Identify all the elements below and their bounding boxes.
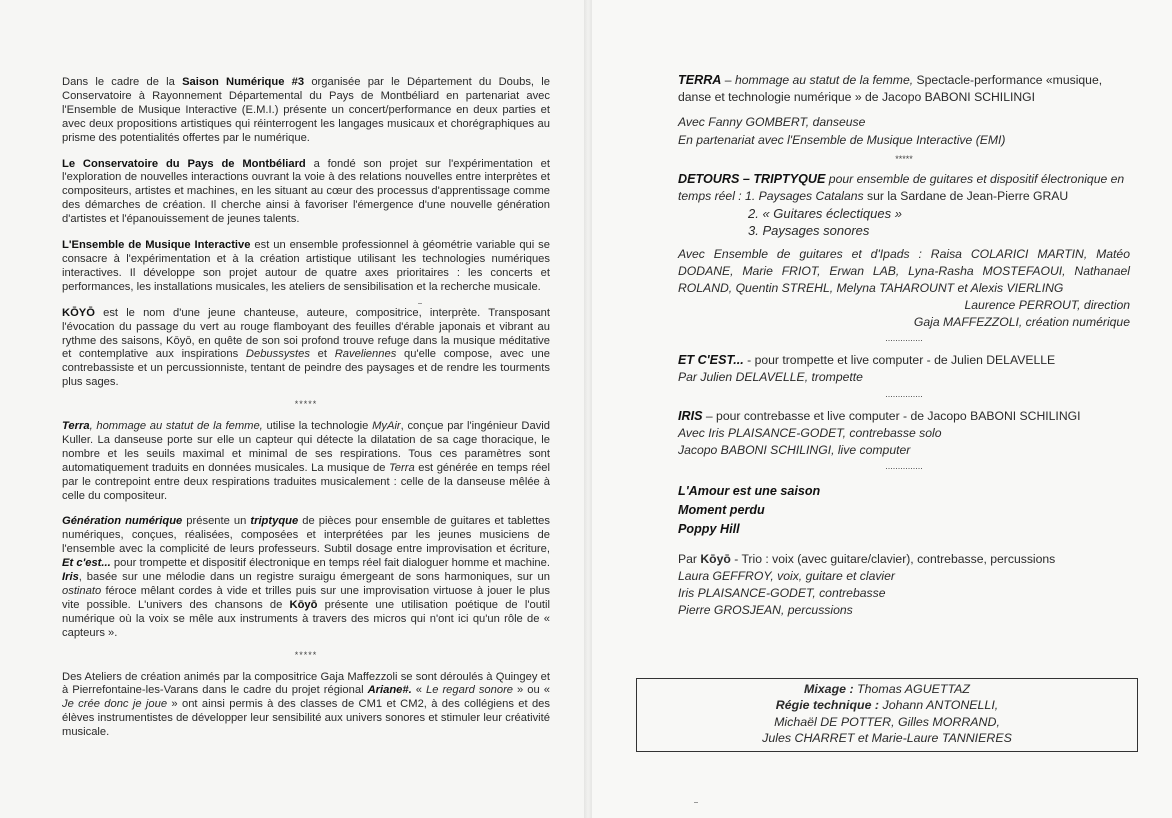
intro-paragraph: Dans le cadre de la Saison Numérique #3 organisée par le Département du Doubs, le Conservatoire à Rayonnement Départemental du Pays de Montbéliard en partenariat avec l'Ensemble de Musique Interactive (E.M.I.) présente un concert/performance en deux parties et avec deux propositions artistiques qui réinterrogent les langages musicaux et chorégraphiques au prisme des potentialités offertes par le numérique. — [62, 76, 550, 144]
etcest-entry: ET C'EST... - pour trompette et live computer - de Julien DELAVELLE — [678, 352, 1056, 367]
koyo-performer: Iris PLAISANCE-GODET, contrebasse — [678, 586, 886, 601]
dots-separator: ............... — [885, 332, 923, 343]
page-fold — [584, 0, 592, 818]
song-title: Poppy Hill — [678, 521, 740, 536]
left-column — [62, 76, 550, 752]
mixage-credit: Mixage : Thomas AGUETTAZ — [804, 682, 970, 696]
stars-separator: ***** — [895, 153, 913, 164]
koyo-performer: Laura GEFFROY, voix, guitare et clavier — [678, 568, 895, 583]
ateliers-paragraph: Des Ateliers de création animés par la compositrice Gaja Maffezzoli se sont déroulés à Quingey et à Pierrefontaine-les-Varans dans le cadre du projet régional Ariane#. « Le regard sonore » ou « Je crée donc je joue » ont ainsi permis à des classes de CM1 et CM2, à des collégiens et des élèves instrumentistes de développer leur sensibilité aux univers sonores et stimuler leur créativité musicale. — [62, 670, 550, 739]
song-title: L'Amour est une saison — [678, 483, 821, 498]
iris-performer: Avec Iris PLAISANCE-GODET, contrebasse solo — [678, 426, 942, 441]
iris-entry: IRIS – pour contrebasse et live computer - de Jacopo BABONI SCHILINGI — [678, 409, 1081, 424]
koyo-entry: Par Kōyō - Trio : voix (avec guitare/clavier), contrebasse, percussions — [678, 551, 1056, 566]
detours-direction: Laurence PERROUT, direction — [964, 298, 1130, 313]
stars-separator: ***** — [294, 649, 318, 660]
page-mark — [694, 802, 698, 803]
terra-paragraph: Terra, hommage au statut de la femme, utilise la technologie MyAir, conçue par l'ingénieur David Kuller. La danseuse porte sur elle un capteur qui détecte la dilatation de sa cage thoracique, le nombre et les seuils maximal et minimal de ses respirations. Tous ces paramètres sont automatiquement traduits en données musicales. La musique de Terra est générée en temps réel par le contrepoint entre deux respirations traduites musicalement : celle de la danseuse mêlée à celle du compositeur. — [62, 420, 550, 502]
stars-separator: ***** — [294, 399, 318, 410]
detours-item-2: 2. « Guitares éclectiques » — [748, 206, 902, 222]
terra-partner: En partenariat avec l'Ensemble de Musique Interactive (EMI) — [678, 132, 1006, 147]
emi-paragraph: L'Ensemble de Musique Interactive est un ensemble professionnel à géométrie variable qui se consacre à l'expérimentation et à la création artistique utilisant les technologies numériques interactives. Il développe son projet autour de quatre axes prioritaires : les concerts et performances, les installations musicales, les ateliers de sensibilisation et la recherche musicale. — [62, 239, 550, 293]
song-title: Moment perdu — [678, 502, 765, 517]
credits-box — [636, 678, 1138, 752]
detours-entry: DETOURS – TRIPTYQUE pour ensemble de guitares et dispositif électronique en temps réel : 1. Paysages Catalans sur la Sardane de Jean-Pierre GRAU — [678, 171, 1125, 204]
detours-creation: Gaja MAFFEZZOLI, création numérique — [913, 315, 1130, 330]
dots-separator: ............... — [885, 389, 923, 400]
regie-names: Jules CHARRET et Marie-Laure TANNIERES — [762, 730, 1012, 745]
koyo-performer: Pierre GROSJEAN, percussions — [678, 603, 853, 618]
page-mark — [418, 303, 422, 304]
regie-names: Michaël DE POTTER, Gilles MORRAND, — [774, 714, 1000, 729]
iris-computer: Jacopo BABONI SCHILINGI, live computer — [678, 443, 911, 458]
program-column — [678, 72, 1130, 619]
terra-performer: Avec Fanny GOMBERT, danseuse — [678, 115, 866, 130]
dots-separator: ............... — [885, 460, 923, 471]
detours-item-3: 3. Paysages sonores — [748, 223, 870, 239]
generation-paragraph: Génération numérique présente un triptyque de pièces pour ensemble de guitares et tablettes numériques, conçues, réalisées, composées et interprétées par les jeunes musiciens de l'ensemble avec la complicité de leurs professeurs. Subtil dosage entre improvisation et écriture, Et c'est... pour trompette et dispositif électronique en temps réel fait dialoguer homme et machine. Iris, basée sur une mélodie dans un registre suraigu émergeant de sons harmoniques, sur un ostinato féroce mêlant cordes à vide et trilles puis sur une improvisation virtuose à jouer le plus vite possible. L'univers des chansons de Kōyō présente une utilisation poétique de l'outil numérique où la voix se mêle aux instruments à travers des micros qui n'ont ici qu'un rôle de « capteurs ». — [62, 515, 550, 639]
koyo-paragraph: KŌYŌ est le nom d'une jeune chanteuse, auteure, compositrice, interprète. Transposant l'évocation du passage du vert au rouge flamboyant des feuilles d'érable japonais et vibrant au rythme des saisons, Kōyō, en quête de son soi profond trouve refuge dans la musique méditative et contemplative aux inspirations Debussystes et Raveliennes qu'elle compose, avec une contrebassiste et un percussionniste, tentant de peindre des paysages et de rendre les tourments plus sages. — [62, 306, 550, 389]
detours-performers: Avec Ensemble de guitares et d'Ipads : Raisa COLARICI MARTIN, Matéo DODANE, Marie FRIOT, Erwan LAB, Lyna-Rasha MOSTEFAOUI, Nathanael ROLAND, Quentin STREHL, Melyna TAHAROUNT et Alexis VIERLING — [678, 246, 1130, 296]
etcest-performer: Par Julien DELAVELLE, trompette — [678, 369, 863, 384]
terra-entry: TERRA – hommage au statut de la femme, Spectacle-performance «musique, danse et technologie numérique » de Jacopo BABONI SCHILINGI — [678, 73, 1103, 105]
regie-credit: Régie technique : Johann ANTONELLI, — [775, 698, 999, 713]
conservatoire-paragraph: Le Conservatoire du Pays de Montbéliard a fondé son projet sur l'expérimentation et l'exploration de nouvelles interactions ouvrant la voie à des relations nouvelles entre interprètes et compositeurs, artistes et machines, en les situant au cœur des processus d'apprentissage comme des démarches de création. Il cherche ainsi à favoriser l'émergence d'une nouvelle génération d'artistes et l'épanouissement de jeunes talents. — [62, 157, 551, 226]
